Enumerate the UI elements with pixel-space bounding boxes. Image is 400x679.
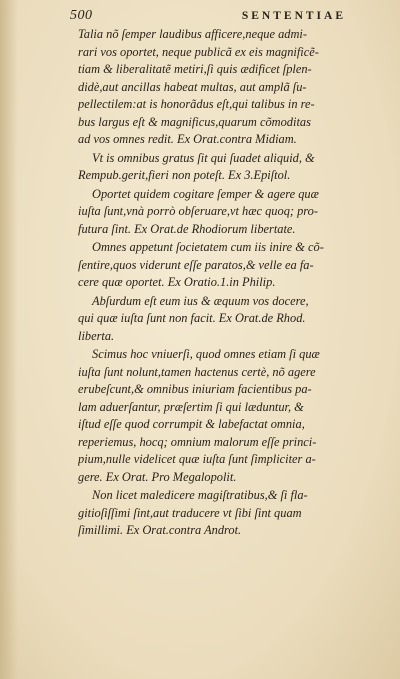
text-line: reperiemus, hocq; omnium malorum eſſe princi- [78,434,317,449]
text-line: Talia nõ ſemper laudibus afficere,neque admi- [78,27,307,41]
running-head [70,8,360,24]
paragraph [78,239,390,292]
text-line: erubeſcunt,& omnibus iniuriam facientibus pa- [78,382,312,396]
paragraph [78,487,390,540]
text-line: iuſta ſunt,vnà porrò obſeruare,vt hæc quoq; pro- [78,204,318,218]
paragraph [78,26,390,149]
text-line: Non licet maledicere magiſtratibus,& ſi fla- [92,488,308,502]
text-line: futura ſint. Ex Orat.de Rhodiorum libertate. [78,221,296,236]
text-line: Oportet quidem cogitare ſemper & agere quæ [92,186,319,201]
text-line: gitioſiſſimi ſint,aut traducere vt ſibi ſint quam [78,505,302,520]
text-line: liberta. [78,328,115,343]
page-number: 500 [70,8,93,23]
body-text [78,26,390,541]
paragraph [78,186,390,239]
text-line: iuſta ſunt nolunt,tamen hactenus certè, nõ agere [78,364,316,379]
paragraph [78,293,390,346]
text-line: iſtud eſſe quod corrumpit & labefactat omnia, [78,417,305,431]
text-line: Omnes appetunt ſocietatem cum iis inire & cõ- [92,240,324,254]
text-line: tiam & liberalitatẽ metiri,ſi quis ædificet ſplen- [78,62,312,76]
text-line: Vt is omnibus gratus ſit qui ſuadet aliquid, & [92,150,315,165]
text-line: ad vos omnes redit. Ex Orat.contra Midiam. [78,132,297,146]
text-line: pellectilem:at is honorãdus eſt,qui talibus in re- [78,97,315,111]
page-gutter-shadow [0,0,18,679]
text-line: bus largus eſt & magnificus,quarum cõmoditas [78,114,311,129]
text-line: qui quæ iuſta ſunt non facit. Ex Orat.de Rhod. [78,311,306,325]
text-line: Rempub.gerit,fieri non poteſt. Ex 3.Epiſtol. [78,168,291,182]
text-line: Abſurdum eſt eum ius & æquum vos docere, [92,293,309,308]
text-line: rari vos oportet, neque publicã ex eis magnificẽ- [78,44,319,59]
text-line: lam aduerſantur, præſertim ſi qui læduntur, & [78,399,304,414]
running-title: SENTENTIAE [241,10,346,22]
text-line: ſentire,quos viderunt eſſe paratos,& velle ea fa- [78,257,314,272]
paragraph [78,150,390,185]
text-line: cere quæ oportet. Ex Oratio.1.in Philip. [78,275,276,289]
text-line: gere. Ex Orat. Pro Megalopolit. [78,469,237,484]
text-line: didè,aut ancillas habeat multas, aut amplã ſu- [78,79,307,94]
text-line: Scimus hoc vniuerſi, quod omnes etiam ſi quæ [92,347,320,361]
text-line: pium,nulle videlicet quæ iuſta ſunt ſimpliciter a- [78,452,316,466]
text-line: ſimillimi. Ex Orat.contra Androt. [78,523,242,537]
paragraph [78,346,390,486]
